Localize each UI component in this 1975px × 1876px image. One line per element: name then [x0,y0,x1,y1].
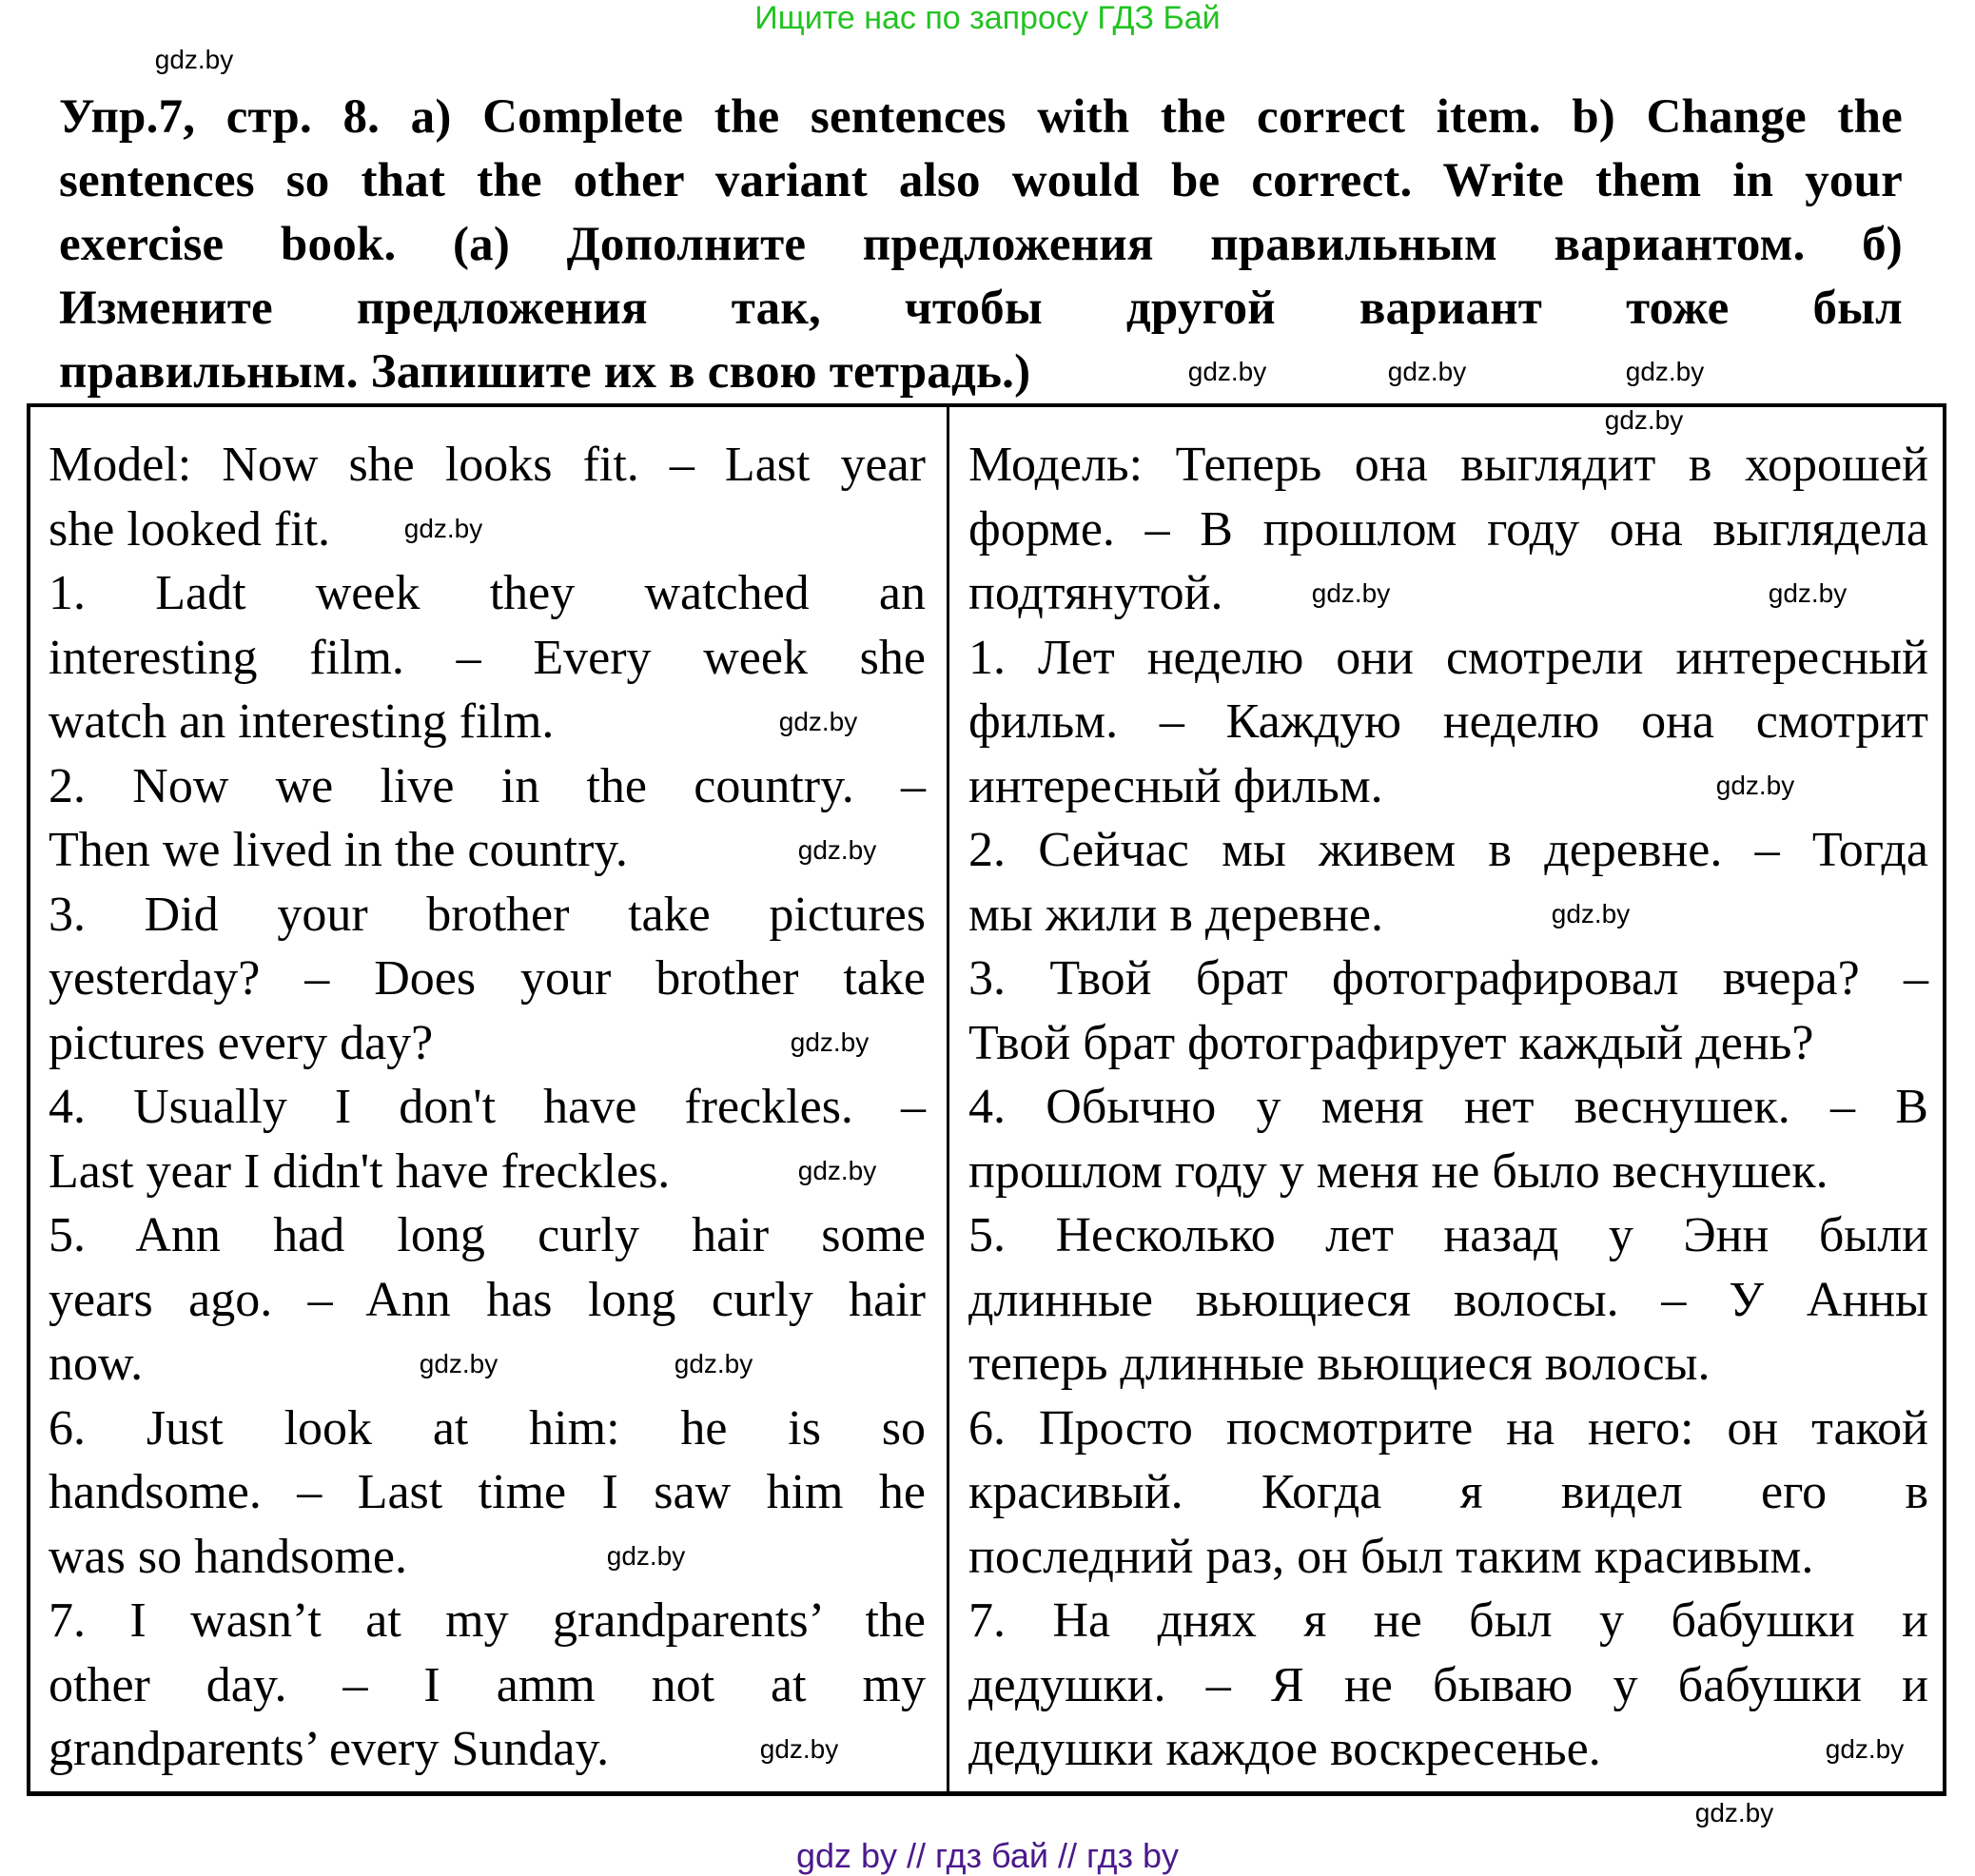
watermark: gdz.by [1387,357,1467,386]
sentence-line: 3. Did your brother take pictures [49,887,926,942]
watermark: gdz.by [1715,771,1795,800]
sentence-line: pictures every day? [49,1015,434,1070]
english-column [49,433,926,1782]
sentence-line: 2. Сейчас мы живем в деревне. – Тогда [968,823,1928,877]
heading-line: правильным. Запишите их в свою тетрадь.) [59,345,1031,399]
sentence-line: 4. Usually I don't have freckles. – [49,1080,926,1134]
sentence-line: длинные вьющиеся волосы. – У Анны [968,1272,1928,1327]
sentence-line: now. [49,1337,144,1391]
sentence-line: мы жили в деревне. [968,887,1384,942]
watermark: gdz.by [1187,357,1267,386]
sentence-line: дедушки. – Я не бываю у бабушки и [968,1657,1928,1712]
watermark: gdz.by [1825,1734,1905,1764]
watermark: gdz.by [403,514,483,543]
heading-line: exercise book. (а) Дополните предложения правильным вариантом. б) [59,218,1903,271]
sentence-line: 3. Твой брат фотографировал вчера? – [968,951,1928,1006]
watermark: gdz.by [790,1027,870,1057]
sentence-line: Last year I didn't have freckles. [49,1143,671,1199]
heading-line: Упр.7, стр. 8. a) Complete the sentences with the correct item. b) Change the [59,90,1903,144]
column-divider [947,407,949,1791]
sentence-line: 1. Ladt week they watched an [49,566,926,620]
watermark: gdz.by [1625,357,1705,386]
watermark: gdz.by [1551,899,1631,928]
sentence-line: последний раз, он был таким красивым. [968,1529,1814,1584]
search-banner[interactable]: Ищите нас по запросу ГДЗ Бай [754,0,1221,36]
sentence-line: красивый. Когда я видел его в [968,1465,1928,1519]
footer-links[interactable]: gdz by // гдз бай // гдз by [795,1836,1180,1875]
answer-table [27,403,1946,1796]
watermark: gdz.by [606,1541,686,1571]
sentence-line: 5. Ann had long curly hair some [49,1208,926,1262]
sentence-line: Модель: Теперь она выглядит в хорошей [968,438,1928,492]
sentence-line: other day. – I amm not at my [49,1657,926,1712]
sentence-line: years ago. – Ann has long curly hair [49,1272,926,1327]
watermark: gdz.by [797,835,877,865]
watermark: gdz.by [419,1349,499,1378]
sentence-line: Твой брат фотографирует каждый день? [968,1015,1814,1070]
sentence-line: форме. – В прошлом году она выглядела [968,501,1928,557]
watermark: gdz.by [154,45,234,74]
sentence-line: was so handsome. [49,1529,407,1584]
sentence-line: she looked fit. [49,501,331,557]
heading-line: Измените предложения так, чтобы другой вариант тоже был [59,282,1903,335]
sentence-line: 7. На днях я не был у бабушки и [968,1593,1928,1648]
sentence-line: дедушки каждое воскресенье. [968,1722,1601,1776]
sentence-line: interesting film. – Every week she [49,630,926,685]
sentence-line: теперь длинные вьющиеся волосы. [968,1337,1711,1391]
sentence-line: 6. Просто посмотрите на него: он такой [968,1400,1928,1456]
sentence-line: фильм. – Каждую неделю она смотрит [968,694,1928,749]
sentence-line: 1. Лет неделю они смотрели интересный [968,630,1928,685]
sentence-line: 2. Now we live in the country. – [49,758,926,813]
sentence-line: handsome. – Last time I saw him he [49,1465,926,1519]
sentence-line: watch an interesting film. [49,694,555,749]
sentence-line: прошлом году у меня не было веснушек. [968,1143,1828,1199]
sentence-line: Model: Now she looks fit. – Last year [49,438,926,492]
sentence-line: 4. Обычно у меня нет веснушек. – В [968,1080,1928,1134]
watermark: gdz.by [1311,578,1391,608]
watermark: gdz.by [674,1349,753,1378]
sentence-line: grandparents’ every Sunday. [49,1722,610,1776]
watermark: gdz.by [759,1734,839,1764]
sentence-line: 5. Несколько лет назад у Энн были [968,1208,1928,1262]
sentence-line: yesterday? – Does your brother take [49,951,926,1006]
watermark: gdz.by [1768,578,1848,608]
sentence-line: 7. I wasn’t at my grandparents’ the [49,1593,926,1648]
sentence-line: 6. Just look at him: he is so [49,1400,926,1456]
sentence-line: подтянутой. [968,566,1223,620]
watermark: gdz.by [778,707,858,736]
sentence-line: Then we lived in the country. [49,823,628,877]
russian-column [968,433,1928,1782]
watermark: gdz.by [797,1156,877,1185]
watermark: gdz.by [1604,405,1684,435]
watermark: gdz.by [1694,1798,1774,1827]
sentence-line: интересный фильм. [968,758,1383,813]
heading-line: sentences so that the other variant also would be correct. Write them in your [59,154,1903,207]
